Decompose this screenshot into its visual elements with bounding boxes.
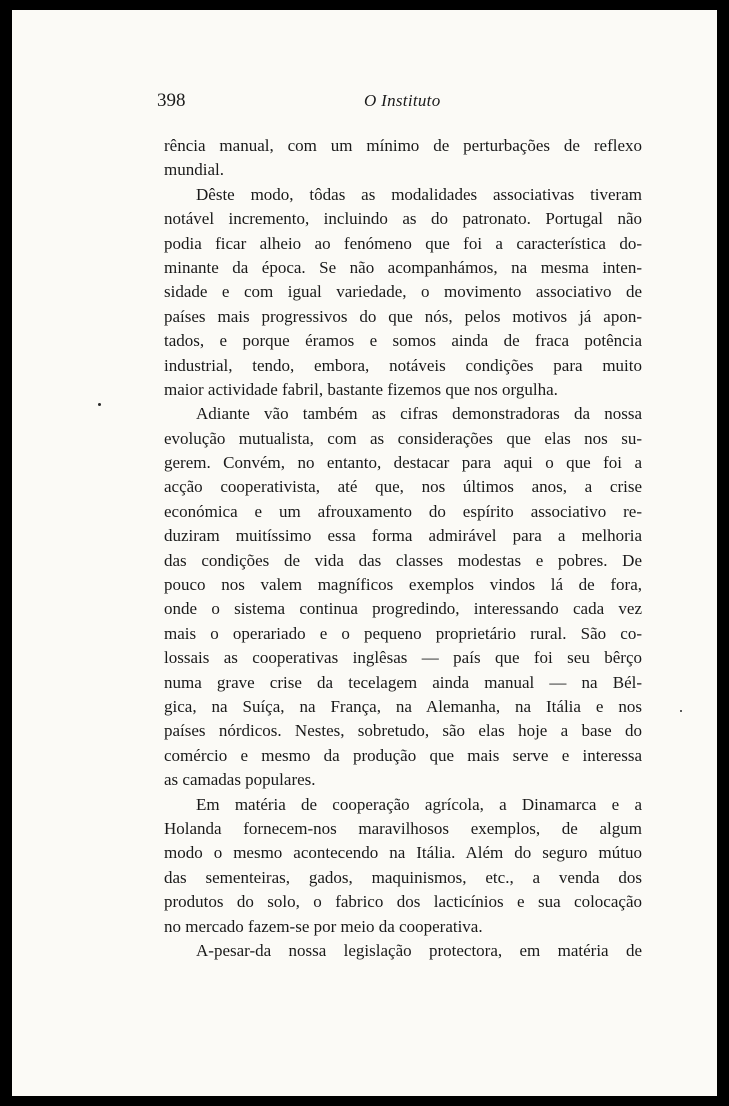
text-line: A-pesar-da nossa legislação protectora, em matéria de [196, 940, 642, 960]
paragraph [164, 134, 642, 183]
text-line: económica e um afrouxamento do espírito associativo re- [164, 501, 642, 521]
text-line: Holanda fornecem-nos maravilhosos exemplos, de algum [164, 818, 642, 838]
text-line: no mercado fazem-se por meio da cooperativa. [164, 916, 483, 936]
paragraph [164, 183, 642, 403]
text-line: Dêste modo, tôdas as modalidades associativas tiveram [196, 184, 642, 204]
text-line: as camadas populares. [164, 770, 316, 790]
text-line: rência manual, com um mínimo de perturbações de reflexo [164, 136, 642, 155]
running-title: O Instituto [364, 91, 441, 110]
text-line: acção cooperativista, até que, nos últimos anos, a crise [164, 477, 642, 497]
text-line: notável incremento, incluindo as do patronato. Portugal não [164, 209, 642, 229]
page-header [157, 90, 627, 120]
text-line: gica, na Suíça, na França, na Alemanha, na Itália e nos [164, 696, 642, 716]
paragraph [164, 793, 642, 939]
text-line: industrial, tendo, embora, notáveis condições para muito [164, 355, 642, 375]
text-line: mundial. [164, 160, 224, 180]
text-line: sidade e com igual variedade, o movimento associativo de [164, 282, 642, 302]
text-line: pouco nos valem magníficos exemplos vindos lá de fora, [164, 575, 642, 595]
text-line: países mais progressivos do que nós, pelos motivos já apon- [164, 306, 642, 326]
print-speck [98, 403, 101, 406]
text-line: modo o mesmo acontecendo na Itália. Além do seguro mútuo [164, 843, 642, 863]
text-line: mais o operariado e o pequeno proprietário rural. São co- [164, 623, 642, 643]
text-line: das sementeiras, gados, maquinismos, etc., a venda dos [164, 867, 642, 887]
text-line: Adiante vão também as cifras demonstradoras da nossa [196, 404, 642, 424]
paragraph [164, 939, 642, 963]
text-line: tados, e porque éramos e somos ainda de fraca potência [164, 331, 642, 351]
print-speck [680, 710, 682, 712]
text-line: onde o sistema continua progredindo, interessando cada vez [164, 599, 642, 619]
text-line: duziram muitíssimo essa forma admirável para a melhoria [164, 526, 642, 546]
text-line: lossais as cooperativas inglêsas — país que foi seu bêrço [164, 648, 642, 668]
page-number: 398 [157, 90, 186, 111]
text-line: das condições de vida das classes modestas e pobres. De [164, 550, 642, 570]
text-line: gerem. Convém, no entanto, destacar para aqui o que foi a [164, 453, 642, 473]
text-line: comércio e mesmo da produção que mais serve e interessa [164, 745, 642, 765]
text-line: evolução mutualista, com as considerações que elas nos su- [164, 428, 642, 448]
text-line: podia ficar alheio ao fenómeno que foi a característica do- [164, 233, 642, 253]
text-line: Em matéria de cooperação agrícola, a Dinamarca e a [196, 794, 642, 814]
text-line: numa grave crise da tecelagem ainda manual — na Bél- [164, 672, 642, 692]
text-line: produtos do solo, o fabrico dos lacticínios e sua colocação [164, 892, 642, 912]
body-text [164, 134, 642, 963]
text-line: minante da época. Se não acompanhámos, na mesma inten- [164, 257, 642, 277]
text-line: países nórdicos. Nestes, sobretudo, são elas hoje a base do [164, 721, 642, 741]
book-page [12, 10, 717, 1096]
paragraph [164, 402, 642, 792]
text-line: maior actividade fabril, bastante fizemos que nos orgulha. [164, 379, 558, 399]
